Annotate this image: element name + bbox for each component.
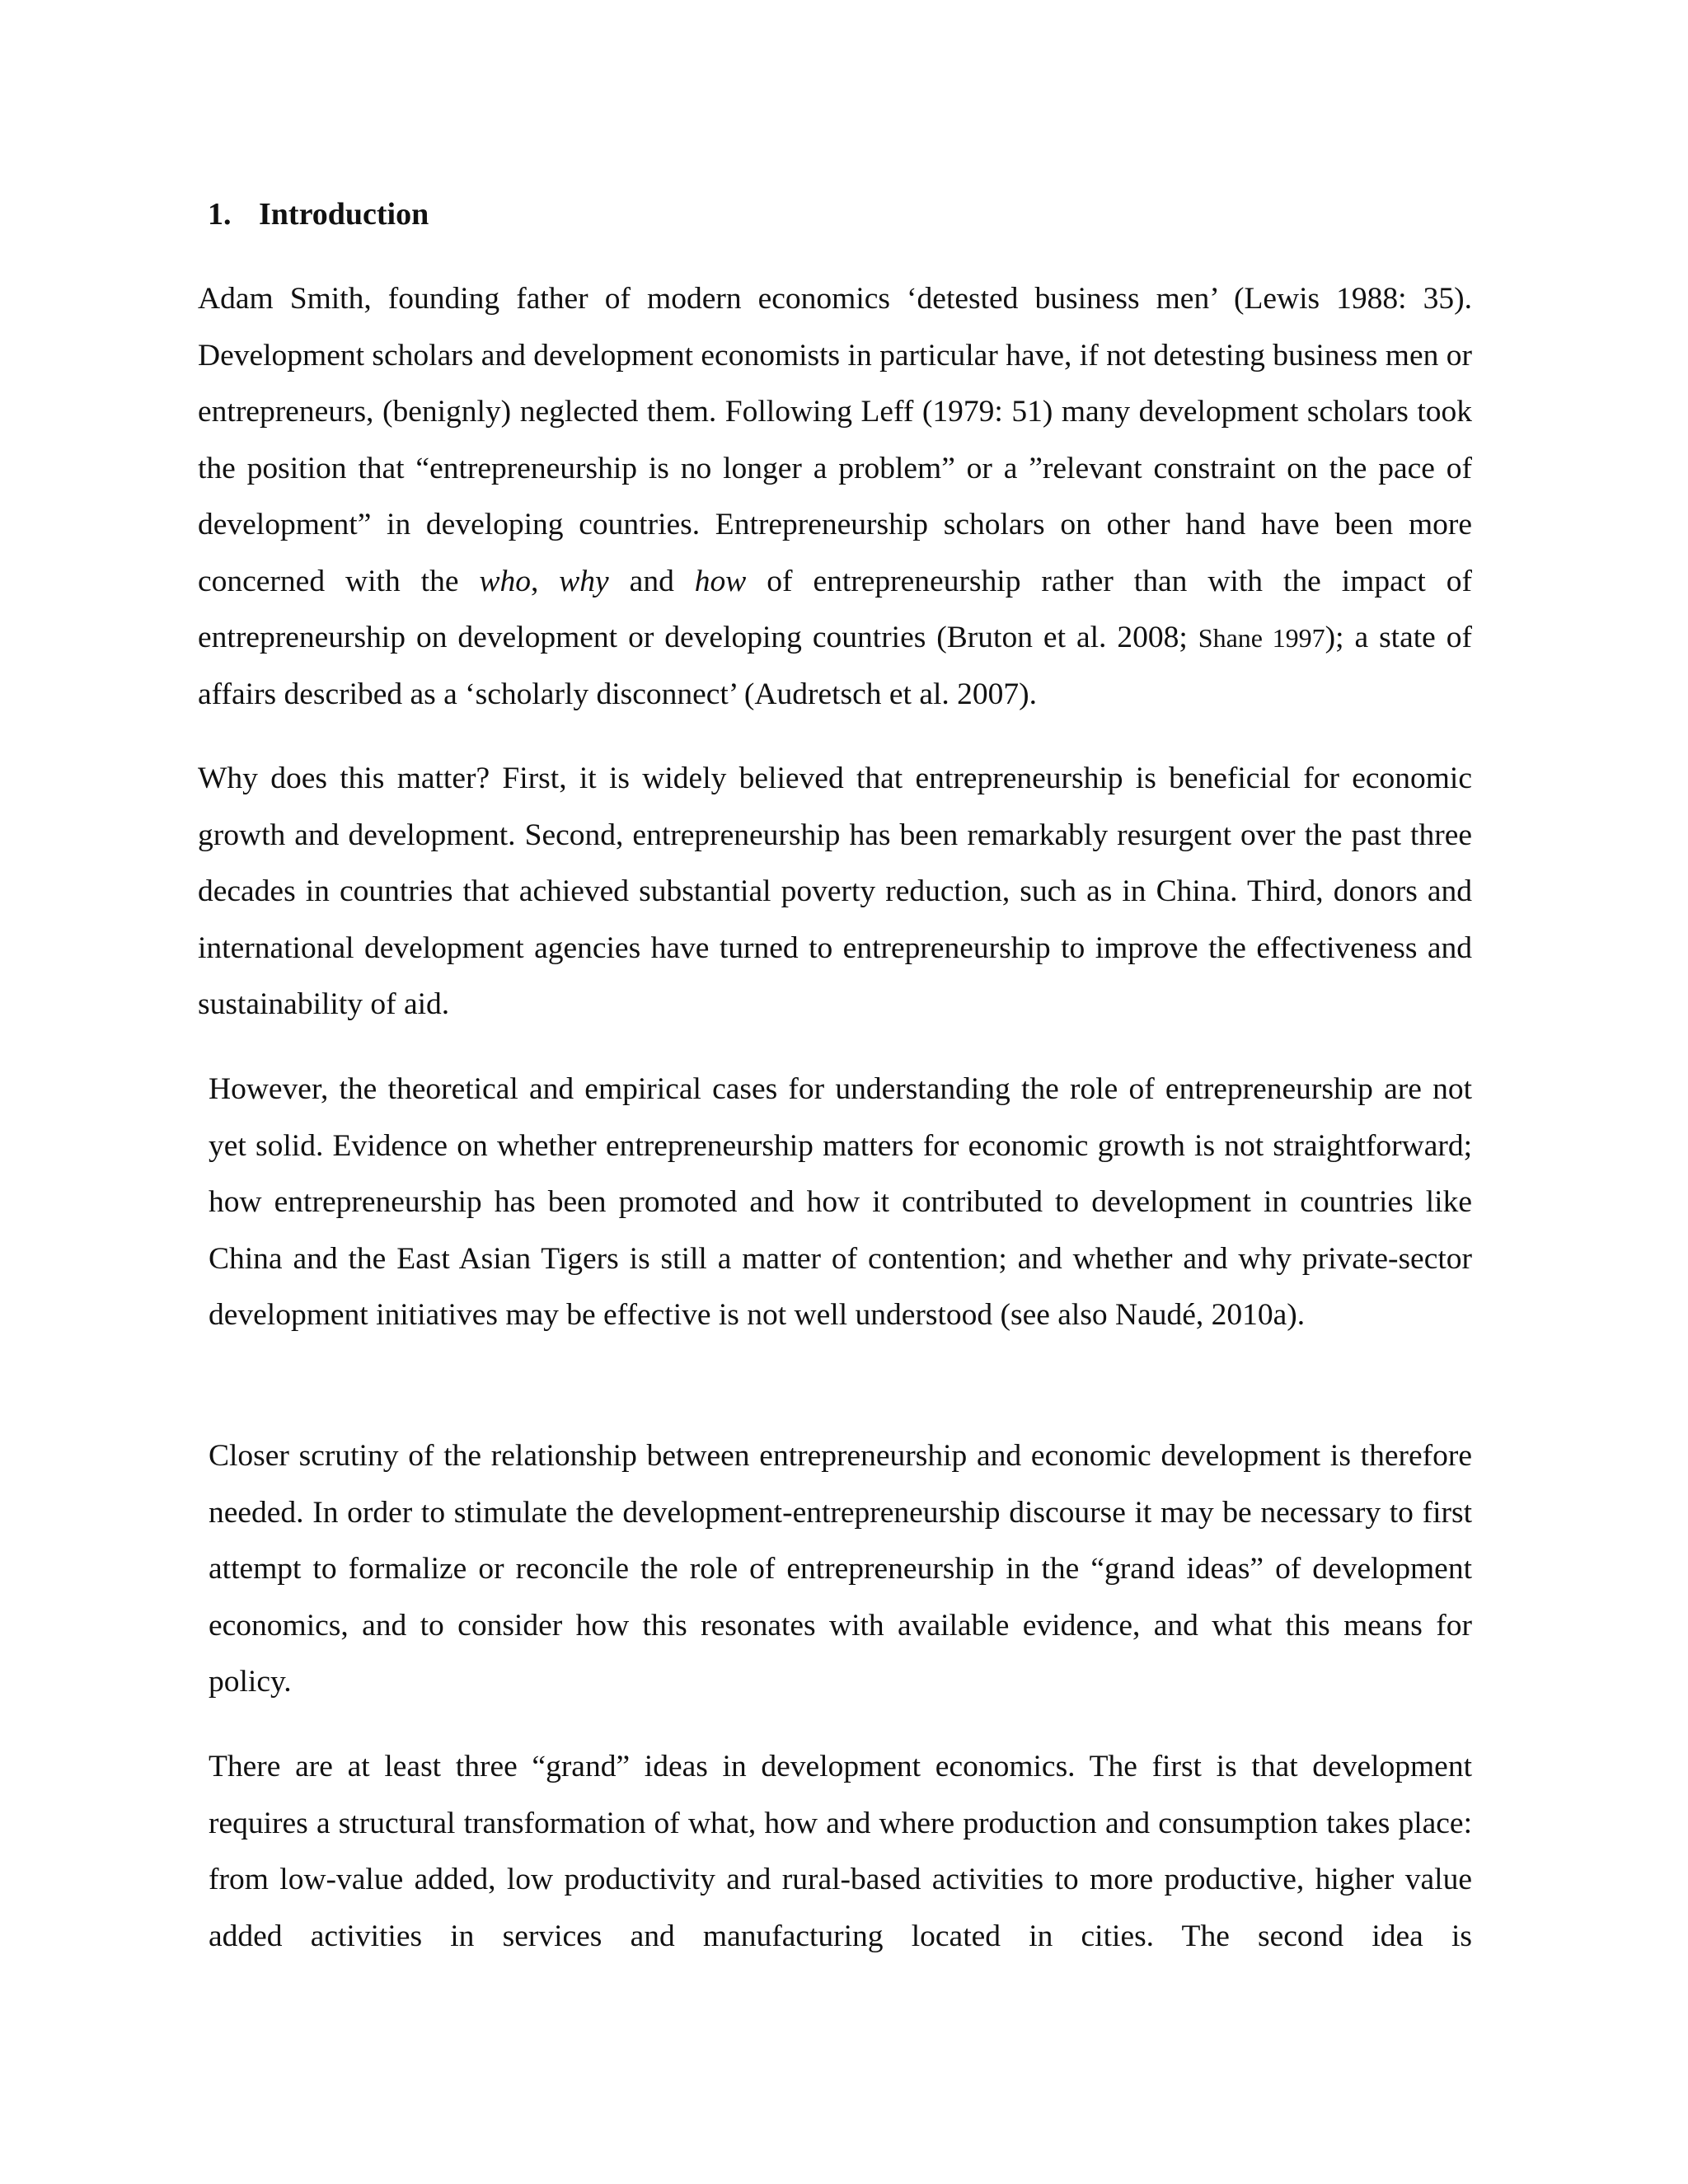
citation-shane: Shane 1997: [1198, 623, 1325, 653]
section-heading: [208, 194, 429, 234]
paragraph-1-text-d: of entrepreneurship rather than with the impact of entrepreneurship on development or developing countries (Bruton et al. 2008;: [198, 564, 1472, 654]
paragraph-1: [198, 271, 1472, 723]
paragraph-1-text-e: ); a state of affairs described as a ‘scholarly disconnect’ (Audretsch et al. 2007).: [198, 621, 1473, 711]
paragraph-1-text-a: Adam Smith, founding father of modern economics ‘detested business men’ (Lewis 1988: 35). Development scholars and development economists in particular have, if not detesting business men or entrepreneurs, (benignly) neglected them. Following Leff (1979: 51) many development scholars took the position that “entrepreneurship is no longer a problem” or a ”relevant constraint on the pace of development” in developing countries. Entrepreneurship scholars on other hand have been more concerned with the: [198, 282, 1472, 598]
paragraph-1-text-b: ,: [530, 564, 560, 598]
paragraph-2: Why does this matter? First, it is widely believed that entrepreneurship is beneficial for economic growth and development. Second, entrepreneurship has been remarkably resurgent over the past three decades in countries that achieved substantial poverty reduction, such as in China. Third, donors and international development agencies have turned to entrepreneurship to improve the effectiveness and sustainability of aid.: [198, 762, 1472, 1021]
emphasis-how: how: [694, 564, 747, 598]
emphasis-why: why: [559, 564, 609, 598]
paragraph-5: There are at least three “grand” ideas in development economics. The first is that development requires a structural transformation of what, how and where production and consumption takes place: from low-value added, low productivity and rural-based activities to more productive, higher value added activities in services and manufacturing located in cities. The second idea is: [209, 1750, 1472, 1953]
section-number: 1.: [208, 197, 232, 232]
paragraph-3: However, the theoretical and empirical cases for understanding the role of entrepreneurship are not yet solid. Evidence on whether entrepreneurship matters for economic growth is not straightforward; how entrepreneurship has been promoted and how it contributed to development in countries like China and the East Asian Tigers is still a matter of contention; and whether and why private-sector development initiatives may be effective is not well understood (see also Naudé, 2010a).: [209, 1072, 1472, 1332]
section-title: Introduction: [259, 197, 429, 232]
paragraph-4: Closer scrutiny of the relationship between entrepreneurship and economic development is therefore needed. In order to stimulate the development-entrepreneurship discourse it may be necessary to first attempt to formalize or reconcile the role of entrepreneurship in the “grand ideas” of development economics, and to consider how this resonates with available evidence, and what this means for policy.: [209, 1439, 1472, 1699]
emphasis-who: who: [479, 564, 531, 598]
paragraph-1-text-c: and: [608, 564, 695, 598]
